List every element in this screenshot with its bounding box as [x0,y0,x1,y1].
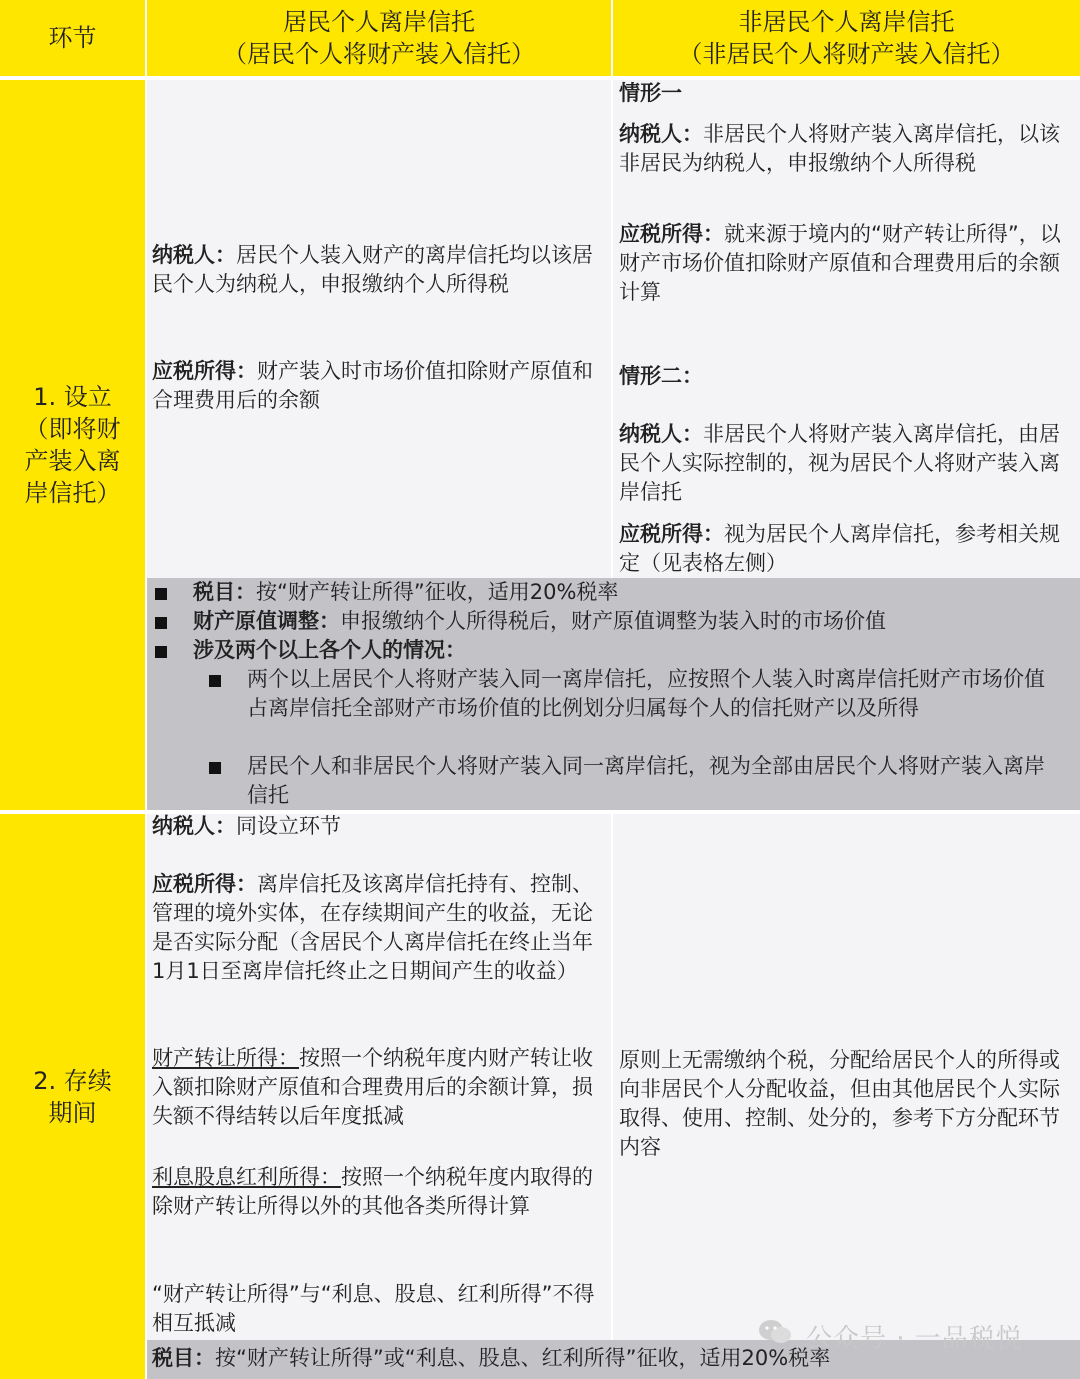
stage-setup-line3: 产装入离 [24,447,121,475]
header-nonresident-title: 非居民个人离岸信托 [738,8,955,36]
setup-common-item2-text: 申报缴纳个人所得税后，财产原值调整为装入时的市场价值 [340,609,886,633]
header-stage-label: 环节 [48,24,97,52]
duration-note: “财产转让所得”与“利息、股息、红利所得”不得相互抵减 [152,1282,595,1335]
bullet-square-icon [209,762,221,774]
bullet-square-icon [209,675,221,687]
stage-setup-line4: 岸信托） [24,479,121,507]
header-resident-cell [147,0,611,76]
setup-case1-title: 情形一 [619,81,682,105]
setup-case2-income-text: 视为居民个人离岸信托，参考相关规定（见表格左侧） [619,522,1060,575]
stage-duration-line2: 期间 [48,1098,97,1127]
duration-interest-label: 利息股息红利所得： [152,1165,341,1189]
setup-resident-taxpayer-text: 居民个人装入财产的离岸信托均以该居民个人为纳税人，申报缴纳个人所得税 [152,243,593,296]
setup-nonresident-cell [613,80,1080,578]
setup-case2-income-label: 应税所得： [619,522,724,546]
setup-common-item2-label: 财产原值调整： [193,609,340,633]
setup-case1-income-text: 就来源于境内的“财产转让所得”，以财产市场价值扣除财产原值和合理费用后的余额计算 [619,222,1061,304]
header-resident-title: 居民个人离岸信托 [283,8,475,36]
setup-resident-cell [147,80,611,578]
watermark-text: 公众号 · 一品税悦 [806,1324,1023,1354]
setup-case1-income-label: 应税所得： [619,222,724,246]
stage-setup-line2: （即将财 [24,415,121,443]
duration-common-label: 税目： [152,1346,215,1370]
duration-transfer-text: 按照一个纳税年度内财产转让收入额扣除财产原值和合理费用后的余额计算，损失额不得结转以后年度抵减 [152,1046,593,1128]
duration-income [152,870,600,986]
setup-case2-taxpayer [619,420,1074,507]
duration-interest [152,1163,600,1221]
setup-resident-income [152,357,600,415]
setup-common-item3: 涉及两个以上各个人的情况： [193,638,466,662]
duration-nonresident-cell [613,814,1080,1340]
duration-taxpayer-label: 纳税人： [152,814,236,838]
setup-resident-taxpayer [152,241,600,299]
bullet-square-icon [155,646,167,658]
setup-common-item1-label: 税目： [193,580,256,604]
duration-income-text: 离岸信托及该离岸信托持有、控制、管理的境外实体，在存续期间产生的收益，无论是否实际分配（含居民个人离岸信托在终止当年1月1日至离岸信托终止之日期间产生的收益） [152,872,593,983]
setup-case2-income [619,520,1074,578]
duration-transfer-label: 财产转让所得： [152,1046,299,1070]
stage-setup-line1: 1. 设立 [33,383,112,411]
stage-setup-cell [0,80,145,810]
header-resident-subtitle: （居民个人将财产装入信托） [223,40,535,68]
duration-taxpayer-text: 同设立环节 [236,814,341,838]
setup-case1-taxpayer-text: 非居民个人将财产装入离岸信托，以该非居民为纳税人，申报缴纳个人所得税 [619,122,1060,175]
setup-common-item2 [193,607,1073,636]
duration-income-label: 应税所得： [152,872,257,896]
setup-common-sub1: 两个以上居民个人将财产装入同一离岸信托，应按照个人装入时离岸信托财产市场价值占离岸信托全部财产市场价值的比例划分归属每个人的信托财产以及所得 [247,667,1045,720]
setup-resident-income-text: 财产装入时市场价值扣除财产原值和合理费用后的余额 [152,359,593,412]
duration-interest-text: 按照一个纳税年度内取得的除财产转让所得以外的其他各类所得计算 [152,1165,593,1218]
stage-duration-line1: 2. 存续 [33,1066,112,1095]
duration-taxpayer [152,812,600,841]
setup-resident-taxpayer-label: 纳税人： [152,243,236,267]
header-nonresident-subtitle: （非居民个人将财产装入信托） [678,40,1015,68]
duration-resident-cell [147,814,611,1340]
setup-case1-taxpayer [619,120,1074,178]
duration-transfer [152,1044,600,1131]
bullet-square-icon [155,588,167,600]
setup-common-item1 [193,578,1073,607]
setup-common-sub2: 居民个人和非居民个人将财产装入同一离岸信托，视为全部由居民个人将财产装入离岸信托 [247,754,1045,807]
header-nonresident-cell [613,0,1080,76]
header-stage-cell [0,0,145,76]
setup-case2-taxpayer-text: 非居民个人将财产装入离岸信托，由居民个人实际控制的，视为居民个人将财产装入离岸信托 [619,422,1060,504]
setup-case2-title: 情形二： [619,364,703,388]
wechat-icon [758,1318,792,1346]
duration-nonresident-text: 原则上无需缴纳个税，分配给居民个人的所得或向非居民个人分配收益，但由其他居民个人实际取得、使用、控制、处分的，参考下方分配环节内容 [619,1048,1060,1159]
bullet-square-icon [155,617,167,629]
setup-case1-taxpayer-label: 纳税人： [619,122,703,146]
duration-common-text: 按“财产转让所得”或“利息、股息、红利所得”征收，适用20%税率 [215,1346,831,1370]
stage-duration-cell [0,814,145,1379]
setup-case1-income [619,220,1074,307]
setup-common-item1-text: 按“财产转让所得”征收，适用20%税率 [256,580,619,604]
setup-common-band [147,578,1080,810]
setup-resident-income-label: 应税所得： [152,359,257,383]
setup-case2-taxpayer-label: 纳税人： [619,422,703,446]
